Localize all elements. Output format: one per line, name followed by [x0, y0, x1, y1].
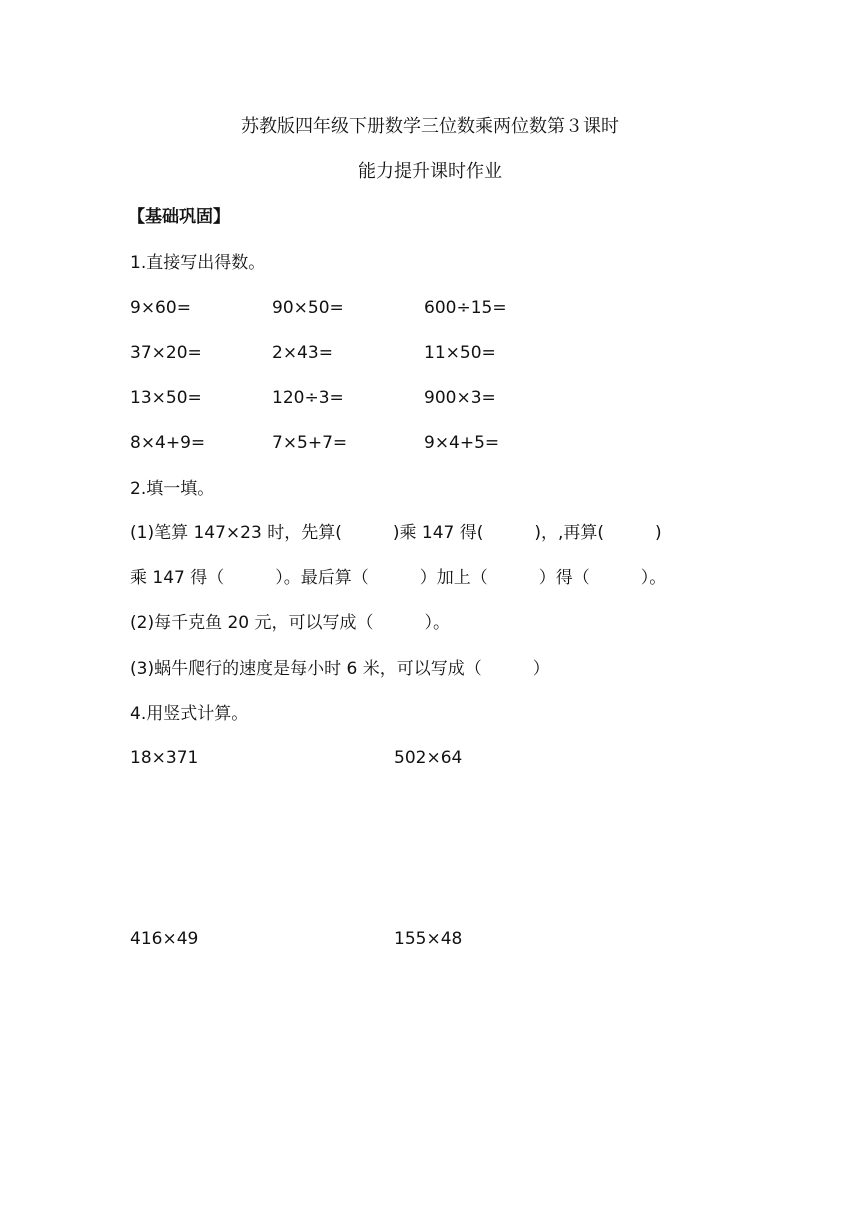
vertical-calc-item: 155×48 — [394, 929, 463, 949]
calc-item: 8×4+9= — [130, 433, 206, 453]
calc-row — [130, 341, 750, 365]
calc-item: 600÷15= — [424, 298, 507, 318]
vertical-calc-row — [130, 927, 730, 951]
fill-item-1-line-1: (1)笔算 147×23 时，先算( )乘 147 得( )，,再算( ) — [130, 523, 662, 543]
vertical-calc-item: 502×64 — [394, 748, 463, 768]
calc-row — [130, 296, 750, 320]
question-2-label: 2.填一填。 — [130, 479, 215, 499]
vertical-calc-row — [130, 746, 730, 770]
calc-item: 11×50= — [424, 343, 496, 363]
calc-item: 9×60= — [130, 298, 191, 318]
calc-item: 37×20= — [130, 343, 202, 363]
document-title: 苏教版四年级下册数学三位数乘两位数第３课时 — [241, 116, 619, 137]
question-4-label: 4.用竖式计算。 — [130, 704, 249, 724]
question-1-label: 1.直接写出得数。 — [130, 253, 266, 273]
section-heading: 【基础巩固】 — [128, 207, 230, 227]
vertical-calc-item: 18×371 — [130, 748, 199, 768]
calc-item: 13×50= — [130, 388, 202, 408]
fill-item-1-line-2: 乘 147 得（ ）。最后算（ ）加上（ ）得（ ）。 — [130, 568, 667, 588]
vertical-calc-item: 416×49 — [130, 929, 199, 949]
calc-row — [130, 386, 750, 410]
document-subtitle: 能力提升课时作业 — [358, 161, 502, 182]
calc-row — [130, 431, 750, 455]
calc-item: 7×5+7= — [272, 433, 348, 453]
fill-item-3: (3)蜗牛爬行的速度是每小时 6 米，可以写成（ ） — [130, 659, 550, 679]
calc-item: 900×3= — [424, 388, 496, 408]
fill-item-2: (2)每千克鱼 20 元，可以写成（ ）。 — [130, 613, 451, 633]
calc-item: 120÷3= — [272, 388, 344, 408]
calc-item: 2×43= — [272, 343, 333, 363]
calc-item: 9×4+5= — [424, 433, 500, 453]
calc-item: 90×50= — [272, 298, 344, 318]
